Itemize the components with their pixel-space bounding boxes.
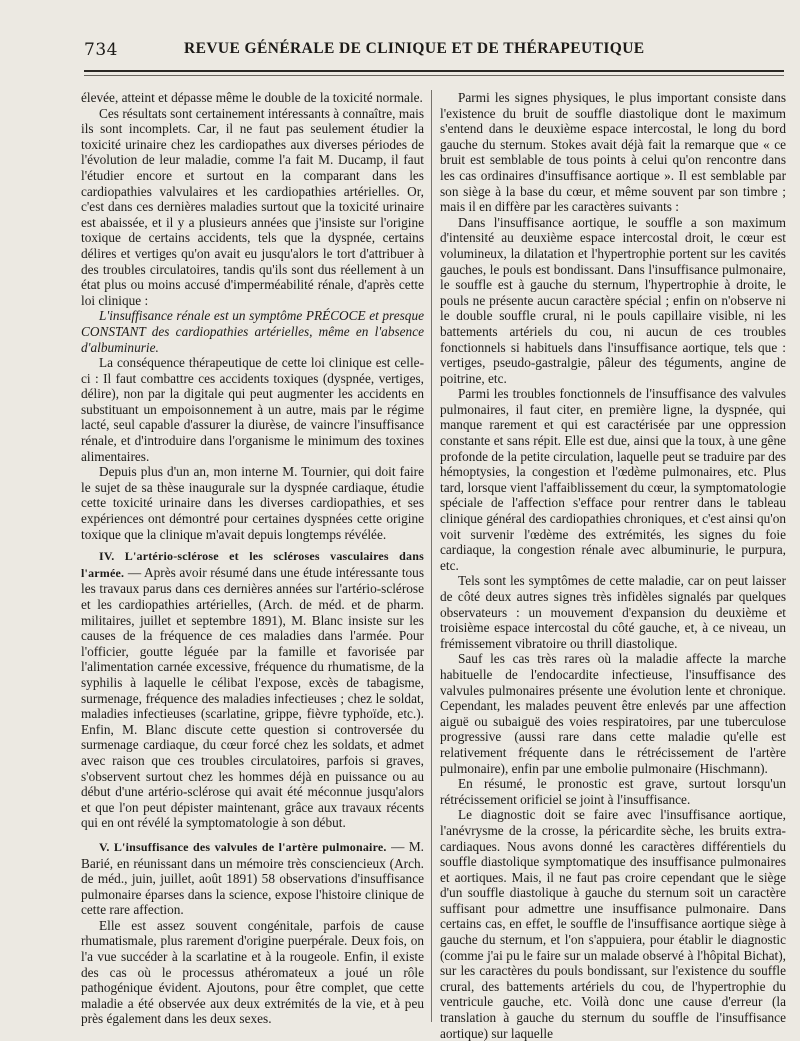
left-column <box>81 90 424 1027</box>
header-rule-thin <box>84 75 784 76</box>
paragraph: Parmi les troubles fonctionnels de l'insuffisance des valvules pulmonaires, il faut citer, en première ligne, la dyspnée, qui manque rarement et qui est caractérisée par une oppression constante et sans répit. Elle est due, ainsi que la toux, à une gêne profonde de la petite circulation, laquelle peut se traduire par des hémoptysies, la congestion et l'œdème pulmonaires, etc. Plus tard, lorsque vient l'affaiblissement du cœur, la symptomatologie spéciale de l'affection s'efface pour rentrer dans le tableau clinique général des cardiopathies chroniques, et c'est ainsi qu'on voit survenir l'œdème des extrémités, les signes du foie cardiaque, la congestion rénale avec albuminurie, le purpura, etc. <box>440 386 786 573</box>
paragraph: Sauf les cas très rares où la maladie affecte la marche habituelle de l'endocardite infectieuse, l'insuffisance des valvules pulmonaires présente une évolution lente et chronique. Cependant, les malades peuvent être enlevés par une affection aiguë ou subaiguë des voies respiratoires, par une tuberculose progressive (aussi rare dans cette maladie qu'elle est relativement fréquente dans le rétrécissement de l'artère pulmonaire), enfin par une embolie pulmonaire (Hischmann). <box>440 651 786 776</box>
clinical-law: L'insuffisance rénale est un symptôme PRÉCOCE et presque CONSTANT des cardiopathies artérielles, même en l'absence d'albuminurie. <box>81 308 424 355</box>
section-iv <box>81 548 424 831</box>
paragraph: Parmi les signes physiques, le plus important consiste dans l'existence du bruit de souffle diastolique dont le maximum s'entend dans le deuxième espace intercostal, le long du bord gauche du sternum. Stokes avait déjà fait la remarque que « ce bruit est semblable de tous points à celui qu'on rencontre dans les cas ordinaires d'insuffisance aortique ». Il est semblable par son siège à la base du cœur, et même souvent par son timbre ; mais il en diffère par les caractères suivants : <box>440 90 786 215</box>
section-v-heading: V. L'insuffisance des valvules de l'artère pulmonaire. <box>99 839 387 854</box>
page-header <box>84 40 774 66</box>
running-title: REVUE GÉNÉRALE DE CLINIQUE ET DE THÉRAPEUTIQUE <box>184 40 645 57</box>
paragraph: Tels sont les symptômes de cette maladie, car on peut laisser de côté deux autres signes très infidèles signalés par quelques observateurs : un mouvement d'expansion du deuxième et troisième espace intercostal du côté gauche, et, à ce niveau, un frémissement vibratoire ou thrill diastolique. <box>440 573 786 651</box>
section-v-text: — M. Barié, en réunissant dans un mémoire très consciencieux (Arch. de méd., juin, juillet, août 1891) 58 observations d'insuffisance pulmonaire éparses dans la science, expose l'histoire clinique de cette rare affection. <box>81 838 424 918</box>
header-rule-thick <box>84 70 784 72</box>
section-iv-text: — Après avoir résumé dans une étude intéressante tous les travaux parus dans ces dernières années sur l'artério-sclérose et les cardiopathies artérielles, (Arch. de méd. et de pharm. militaires, juillet et septembre 1891), M. Blanc insiste sur les causes de la fréquence de ces maladies dans l'armée. Pour l'officier, goutte léguée par la famille et favorisée par l'alimentation carnée excessive, fréquence du rhumatisme, de la syphilis à laquelle le célibat l'expose, excès de tabagisme, surmenage, fréquence des maladies infectieuses ; chez le soldat, maladies infectieuses (scarlatine, grippe, fièvre typhoïde, etc.). Enfin, M. Blanc discute cette question si controversée du surmenage cardiaque, du cœur forcé chez les soldats, et admet avec raison que ces troubles circulatoires, parfois si graves, s'observent surtout chez les hommes déjà en puissance ou au début d'une artério-sclérose qui avait été méconnue jusqu'alors et que l'on peut dépister maintenant, grâce aux travaux récents qui en ont révélé la symptomatologie à son début. <box>81 564 424 831</box>
page-number: 734 <box>84 40 118 60</box>
paragraph: La conséquence thérapeutique de cette loi clinique est celle-ci : Il faut combattre ces accidents toxiques (dyspnée, vertiges, délire), non par la digitale qui peut augmenter les accidents en substituant un empoisonnement à un autre, mais par le régime lacté, seul capable d'assurer la diurèse, de vaincre l'insuffisance rénale, et d'introduire dans l'organisme le minimum des toxines alimentaires. <box>81 355 424 464</box>
section-v <box>81 839 424 918</box>
paragraph: Elle est assez souvent congénitale, parfois de cause rhumatismale, plus rarement d'origine puerpérale. Deux fois, on l'a vue succéder à la scarlatine et à la rougeole. Enfin, il existe des cas où le processus athéromateux a joué un rôle pathogénique évident. Ajoutons, pour être complet, que cette maladie a été observée aux deux extrémités de la vie, et à peu près également dans les deux sexes. <box>81 917 424 1027</box>
paragraph: Depuis plus d'un an, mon interne M. Tournier, qui doit faire le sujet de sa thèse inaugurale sur la dyspnée cardiaque, étudie cette toxicité urinaire dans les diverses cardiopathies, et ses expériences ont démontré pour certaines dyspnées cette origine toxique que la clinique m'avait depuis longtemps révélée. <box>81 464 424 542</box>
paragraph: Dans l'insuffisance aortique, le souffle a son maximum d'intensité au deuxième espace intercostal droit, le cœur est volumineux, la dilatation et l'hypertrophie portent sur les cavités gauches, le pouls est bondissant. Dans l'insuffisance pulmonaire, le souffle est à gauche du sternum, l'hypertrophie à droite, le pouls ne présente aucun caractère spécial ; enfin on n'observe ni le double souffle crural, ni le pouls capillaire visible, ni les battements artériels du cou, ni aucun de ces troubles fonctionnels si habituels dans l'insuffisance aortique, tels que : vertiges, pseudo-gastralgie, pâleur des téguments, angine de poitrine, etc. <box>440 214 786 386</box>
paragraph: Ces résultats sont certainement intéressants à connaître, mais ils sont incomplets. Car, il ne faut pas seulement étudier la toxicité urinaire chez les cardiopathes aux diverses périodes de l'évolution de leur maladie, comme l'a fait M. Ducamp, il faut l'étudier encore et surtout en la comparant dans les cardiopathies valvulaires et les cardiopathies artérielles. Or, c'est dans ces dernières maladies surtout que la toxicité urinaire est abaissée, et il y a plusieurs années que j'insiste sur l'origine toxique de certains accidents, tels que la dyspnée, certains délires et vertiges qu'on avait eu jusqu'alors le tort d'attribuer à des troubles circulatoires, tandis qu'ils sont dus réellement à un état plus ou moins accusé d'imperméabilité rénale, d'après cette loi clinique : <box>81 105 424 308</box>
right-column <box>440 90 786 1041</box>
section-iv-heading: IV. L'artério-sclérose et les scléroses vasculaires dans l'armée. <box>81 549 424 580</box>
column-divider <box>431 90 432 1022</box>
paragraph: Le diagnostic doit se faire avec l'insuffisance aortique, l'anévrysme de la crosse, la péricardite sèche, les bruits extra-cardiaques. Nous avons donné les caractères différentiels du souffle diastolique symptomatique des insuffisance pulmonaires et aortiques. Mais, il ne faut pas croire cependant que le siège d'un souffle diastolique à gauche du sternum soit un caractère suffisant pour admettre une insuffisance pulmonaire. Dans certains cas, en effet, le souffle de l'insuffisance aortique siège à gauche du sternum, et l'on s'appuiera, pour établir le diagnostic (comme j'ai pu le faire sur un malade observé à l'hôpital Bichat), sur les caractères du pouls bondissant, sur l'existence du souffle crural, des battements artériels du cou, de l'hypertrophie du ventricule gauche, etc. Voilà donc une cause d'erreur (la translation à gauche du sternum du souffle de l'insuffisance aortique) sur laquelle <box>440 807 786 1041</box>
paragraph: En résumé, le pronostic est grave, surtout lorsqu'un rétrécissement orificiel se joint à l'insuffisance. <box>440 776 786 807</box>
paragraph: élevée, atteint et dépasse même le double de la toxicité normale. <box>81 90 423 105</box>
